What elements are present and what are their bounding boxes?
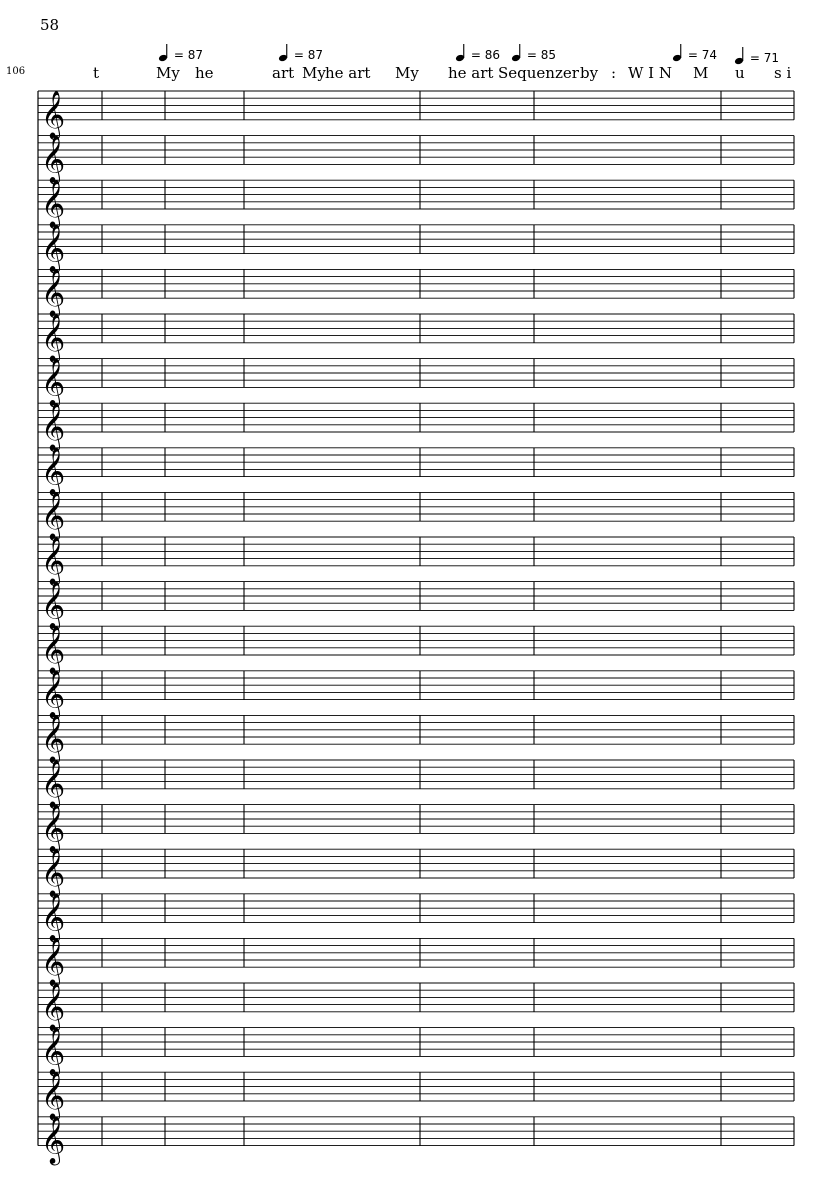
treble-clef-icon: 𝄞 bbox=[41, 268, 66, 317]
treble-clef-icon: 𝄞 bbox=[41, 446, 66, 495]
tempo-value: = 86 bbox=[470, 48, 500, 62]
treble-clef-icon: 𝄞 bbox=[41, 1115, 66, 1164]
treble-clef-icon: 𝄞 bbox=[41, 937, 66, 986]
treble-clef-icon: 𝄞 bbox=[41, 758, 66, 807]
treble-clef-icon: 𝄞 bbox=[41, 803, 66, 852]
lyric-syllable: he bbox=[195, 64, 214, 82]
lyric-syllable: u bbox=[735, 64, 745, 82]
tempo-value: = 85 bbox=[526, 48, 556, 62]
treble-clef-icon: 𝄞 bbox=[41, 848, 66, 896]
treble-clef-icon: 𝄞 bbox=[41, 1026, 66, 1075]
treble-clef-icon: 𝄞 bbox=[41, 134, 66, 183]
treble-clef-icon: 𝄞 bbox=[41, 625, 66, 673]
lyric-syllable: W I N bbox=[628, 64, 673, 82]
treble-clef-icon: 𝄞 bbox=[41, 714, 66, 763]
lyric-syllable: : bbox=[611, 64, 617, 82]
lyric-syllable: M bbox=[693, 64, 709, 82]
treble-clef-icon: 𝄞 bbox=[41, 223, 66, 272]
treble-clef-icon: 𝄞 bbox=[41, 981, 66, 1030]
lyric-syllable: he art bbox=[325, 64, 371, 82]
treble-clef-icon: 𝄞 bbox=[41, 312, 66, 361]
lyric-syllable: he art bbox=[448, 64, 494, 82]
treble-clef-icon: 𝄞 bbox=[41, 357, 66, 406]
treble-clef-icon: 𝄞 bbox=[41, 402, 66, 450]
treble-clef-icon: 𝄞 bbox=[41, 89, 66, 138]
lyric-syllable: My bbox=[302, 64, 326, 82]
treble-clef-icon: 𝄞 bbox=[41, 580, 66, 629]
tempo-value: = 87 bbox=[173, 48, 203, 62]
treble-clef-icon: 𝄞 bbox=[41, 491, 66, 540]
tempo-value: = 87 bbox=[293, 48, 323, 62]
treble-clef-icon: 𝄞 bbox=[41, 669, 66, 718]
treble-clef-icon: 𝄞 bbox=[41, 535, 66, 584]
lyric-syllable: art bbox=[272, 64, 295, 82]
lyric-syllable: My bbox=[395, 64, 419, 82]
page-number: 58 bbox=[40, 16, 60, 34]
treble-clef-icon: 𝄞 bbox=[41, 892, 66, 941]
lyric-syllable: My bbox=[156, 64, 180, 82]
treble-clef-icon: 𝄞 bbox=[41, 1071, 66, 1119]
treble-clef-icon: 𝄞 bbox=[41, 179, 66, 227]
lyric-syllable: t bbox=[93, 64, 100, 82]
lyric-syllable: by bbox=[580, 64, 599, 82]
tempo-value: = 71 bbox=[749, 51, 779, 65]
measure-number: 106 bbox=[6, 66, 26, 77]
tempo-value: = 74 bbox=[687, 48, 717, 62]
lyric-syllable: Sequenzer bbox=[498, 64, 579, 82]
lyric-syllable: s i bbox=[774, 64, 792, 82]
